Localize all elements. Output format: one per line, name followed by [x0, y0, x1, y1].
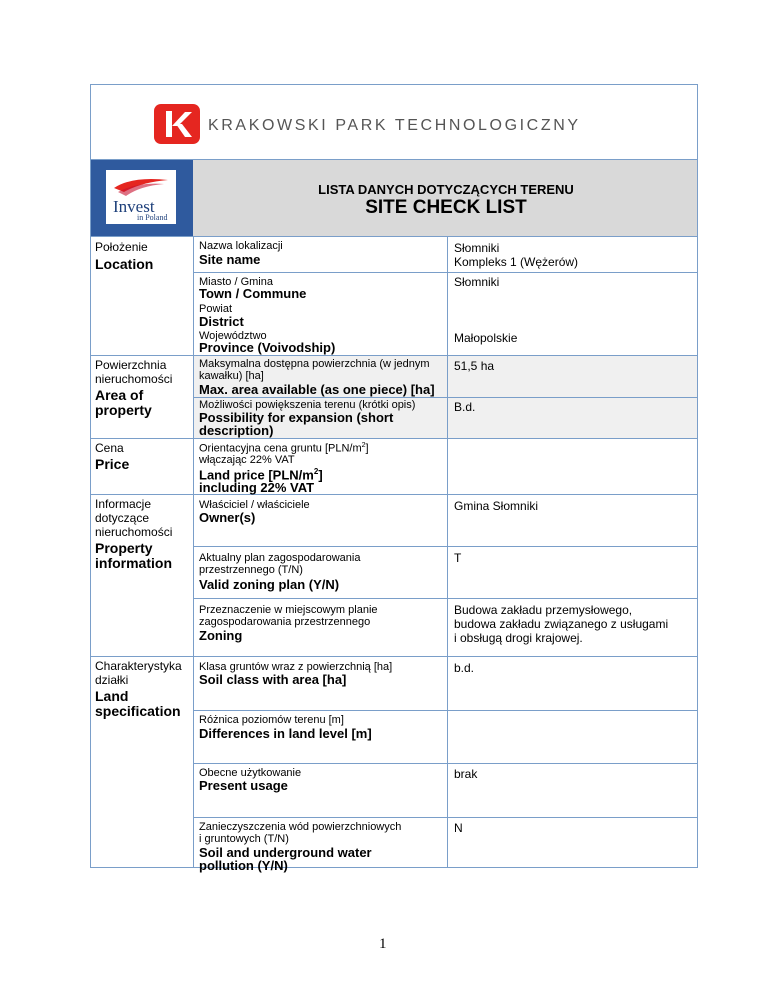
max-area-label-pl-2: kawałku) [ha] [199, 370, 264, 382]
zoning-label-en: Zoning [199, 628, 243, 643]
section-area-pl-1: Powierzchnia [95, 358, 167, 372]
section-land-en-2: specification [95, 703, 181, 719]
level-diff-label-en: Differences in land level [m] [199, 726, 372, 741]
page-number: 1 [379, 936, 387, 952]
expansion-label-en-1: Possibility for expansion (short [199, 410, 394, 425]
grid-line [193, 763, 698, 764]
section-land-pl-1: Charakterystyka [95, 659, 182, 673]
site-name-label-en: Site name [199, 252, 261, 267]
town-label-en: Town / Commune [199, 286, 307, 301]
section-property-pl-3: nieruchomości [95, 525, 173, 539]
province-label-pl: Województwo [199, 330, 267, 342]
section-property-pl-2: dotyczące [95, 511, 150, 525]
zoning-label-pl-1: Przeznaczenie w miejscowym planie [199, 604, 378, 616]
soil-class-label-en: Soil class with area [ha] [199, 672, 347, 687]
section-land-en-1: Land [95, 688, 129, 704]
owner-label-en: Owner(s) [199, 510, 256, 525]
level-diff-label-pl: Różnica poziomów terenu [m] [199, 714, 344, 726]
zoning-value-2: budowa zakładu związanego z usługami [454, 617, 669, 631]
max-area-value: 51,5 ha [454, 359, 495, 373]
section-area-pl-2: nieruchomości [95, 372, 173, 386]
section-price-en: Price [95, 456, 130, 472]
invest-logo-subtext: in Poland [137, 213, 168, 222]
grid-line [90, 494, 698, 495]
soil-class-label-pl: Klasa gruntów wraz z powierzchnią [ha] [199, 661, 393, 673]
zoning-plan-label-pl-1: Aktualny plan zagospodarowania [199, 552, 361, 564]
grid-line [90, 438, 698, 439]
grid-line [90, 355, 698, 356]
title-pl: LISTA DANYCH DOTYCZĄCYCH TERENU [318, 182, 574, 197]
grid-line [193, 272, 698, 273]
site-name-value-1: Słomniki [454, 241, 500, 255]
pollution-value: N [454, 821, 463, 835]
land-price-label-pl-2: włączając 22% VAT [199, 454, 295, 466]
owner-value: Gmina Słomniki [454, 499, 539, 513]
max-area-label-pl-1: Maksymalna dostępna powierzchnia (w jednym [199, 358, 430, 370]
pollution-label-pl-2: i gruntowych (T/N) [199, 833, 289, 845]
province-label-en: Province (Voivodship) [199, 340, 336, 355]
grid-line [193, 598, 698, 599]
soil-class-value: b.d. [454, 661, 475, 675]
grid-line [447, 236, 448, 868]
grid-line [90, 236, 698, 237]
max-area-label-en: Max. area available (as one piece) [ha] [199, 382, 435, 397]
section-location-en: Location [95, 256, 154, 272]
zoning-plan-label-en: Valid zoning plan (Y/N) [199, 577, 340, 592]
grid-line [193, 817, 698, 818]
pollution-label-en-2: pollution (Y/N) [199, 858, 288, 873]
section-area-en-1: Area of [95, 387, 144, 403]
district-label-pl: Powiat [199, 303, 233, 315]
section-area-en-2: property [95, 402, 152, 418]
expansion-label-en-2: description) [199, 423, 274, 438]
land-price-label-en-1: Land price $[PLN/m^2]$ [199, 467, 323, 483]
town-label-pl: Miasto / Gmina [199, 276, 273, 288]
site-name-label-pl: Nazwa lokalizacji [199, 240, 283, 252]
site-name-value-2: Kompleks 1 (Wężerów) [454, 255, 579, 269]
grid-line [90, 656, 698, 657]
kpt-logo-icon [154, 104, 200, 144]
grid-line [193, 236, 194, 868]
expansion-value: B.d. [454, 400, 476, 414]
zoning-plan-value: T [454, 551, 462, 565]
usage-label-en: Present usage [199, 778, 288, 793]
invest-logo-text: Invest [113, 197, 155, 216]
brand-name: KRAKOWSKI PARK TECHNOLOGICZNY [208, 117, 581, 134]
pollution-label-en-1: Soil and underground water [199, 845, 372, 860]
district-label-en: District [199, 314, 244, 329]
invest-flag-icon [112, 174, 170, 196]
section-property-en-1: Property [95, 540, 153, 556]
title-en: SITE CHECK LIST [365, 197, 527, 218]
owner-label-pl: Właściciel / właściciele [199, 499, 310, 511]
expansion-label-pl: Możliwości powiększenia terenu (krótki opis) [199, 399, 416, 411]
usage-label-pl: Obecne użytkowanie [199, 767, 302, 779]
grid-line [193, 710, 698, 711]
usage-value: brak [454, 767, 478, 781]
zoning-label-pl-2: zagospodarowania przestrzennego [199, 616, 371, 628]
section-property-pl-1: Informacje [95, 497, 152, 511]
province-value: Małopolskie [454, 331, 518, 345]
zoning-plan-label-pl-2: przestrzennego (T/N) [199, 564, 303, 576]
section-location-pl: Położenie [95, 240, 148, 254]
zoning-value-1: Budowa zakładu przemysłowego, [454, 603, 633, 617]
land-price-label-pl-1: Orientacyjna cena gruntu $[PLN/m^2]$ [199, 442, 369, 455]
land-price-label-en-2: including 22% VAT [199, 480, 315, 495]
section-land-pl-2: działki [95, 673, 129, 687]
pollution-label-pl-1: Zanieczyszczenia wód powierzchniowych [199, 821, 402, 833]
zoning-value-3: i obsługą drogi krajowej. [454, 631, 583, 645]
grid-line [193, 546, 698, 547]
town-value: Słomniki [454, 275, 500, 289]
section-price-pl: Cena [95, 441, 124, 455]
section-property-en-2: information [95, 555, 172, 571]
